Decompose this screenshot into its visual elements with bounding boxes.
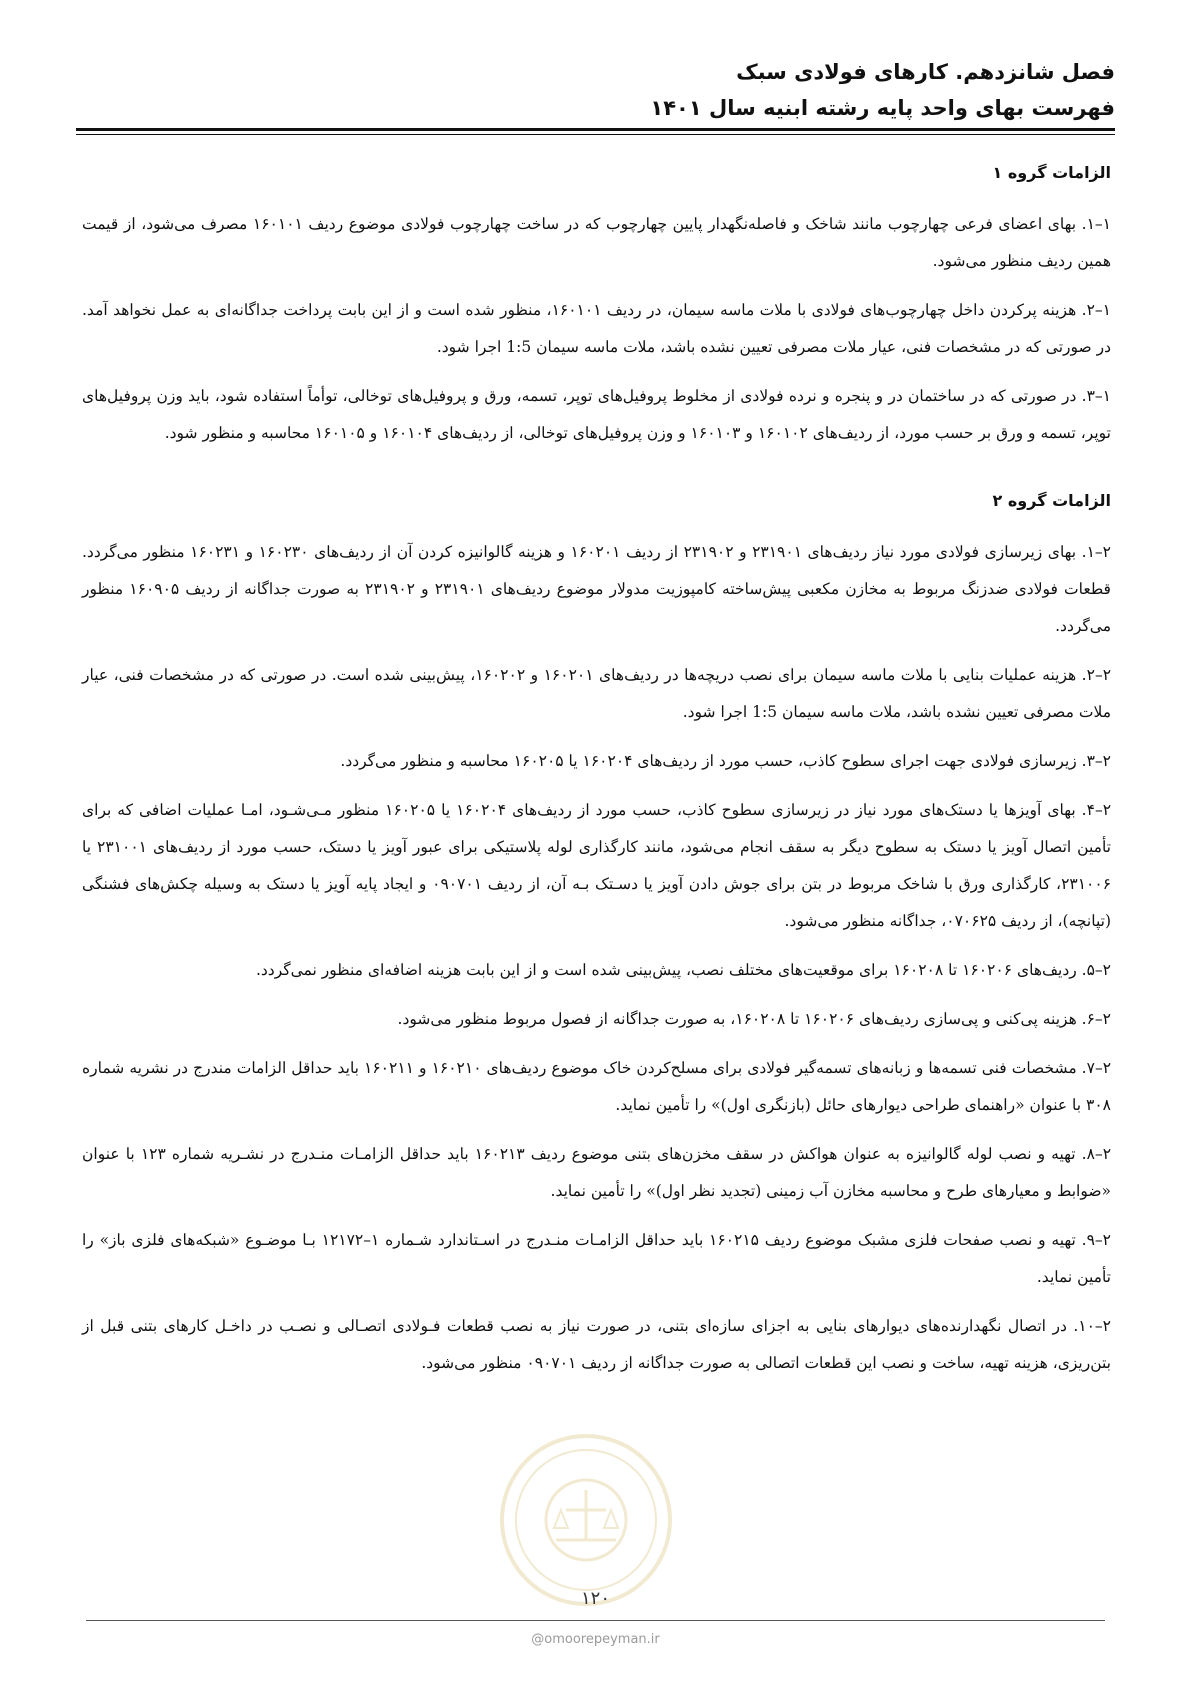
price-list-title: فهرست بهای واحد پایه رشته ابنیه سال ۱۴۰۱: [650, 96, 1115, 120]
group2-paragraph: ۲–۱. بهای زیرسازی فولادی مورد نیاز ردیف‌های ۲۳۱۹۰۱ و ۲۳۱۹۰۲ از ردیف ۱۶۰۲۰۱ و هزینه گالوانیزه کردن آن از ردیف‌های ۱۶۰۲۳۰ و ۱۶۰۲۳۱ منظور می‌گردد. قطعات فولادی ضدزنگ مربوط به مخازن مکعبی پیش‌ساخته کامپوزیت مدولار موضوع ردیف‌های ۲۳۱۹۰۱ و ۲۳۱۹۰۲ به صورت جداگانه از ردیف ۱۶۰۹۰۵ منظور می‌گردد.: [82, 543, 1111, 635]
group1-paragraph: ۱–۳. در صورتی که در ساختمان در و پنجره و نرده فولادی از مخلوط پروفیل‌های توپر، تسمه، ورق و پروفیل‌های توخالی، توأماً استفاده شود، باید وزن پروفیل‌های توپر، تسمه و ورق بر حسب مورد، از ردیف‌های ۱۶۰۱۰۲ و ۱۶۰۱۰۳ و وزن پروفیل‌های توخالی، از ردیف‌های ۱۶۰۱۰۴ و ۱۶۰۱۰۵ محاسبه و منظور شود.: [82, 387, 1111, 442]
group2-paragraph: ۲–۷. مشخصات فنی تسمه‌ها و زبانه‌های تسمه‌گیر فولادی برای مسلح‌کردن خاک موضوع ردیف‌های ۱۶۰۲۱۰ و ۱۶۰۲۱۱ باید حداقل الزامات مندرج در نشریه شماره ۳۰۸ با عنوان «راهنمای طراحی دیوارهای حائل (بازنگری اول)» را تأمین نماید.: [82, 1059, 1112, 1114]
group2-paragraph: ۲–۳. زیرسازی فولادی جهت اجرای سطوح کاذب، حسب مورد از ردیف‌های ۱۶۰۲۰۴ یا ۱۶۰۲۰۵ محاسبه و منظور می‌گردد.: [340, 752, 1111, 770]
watermark-seal-icon: [496, 1430, 676, 1610]
page-header: [76, 54, 1115, 126]
group2-paragraph: ۲–۹. تهیه و نصب صفحات فلزی مشبک موضوع ردیف ۱۶۰۲۱۵ باید حداقل الزامـات منـدرج در اسـتاندارد شـماره ۱–۱۲۱۷۲ بـا موضـوع «شبکه‌های فلزی باز» را تأمین نماید.: [82, 1231, 1111, 1286]
group2-paragraph: ۲–۴. بهای آویزها یا دستک‌های مورد نیاز در زیرسازی سطوح کاذب، حسب مورد از ردیف‌های ۱۶۰۲۰۴ یا ۱۶۰۲۰۵ منظور مـی‌شـود، امـا عملیات اضافی که برای تأمین اتصال آویز یا دستک به سطوح دیگر به سقف انجام می‌شود، مانند کارگذاری لوله پلاستیکی برای عبور آویز یا دستک، حسب مورد از ردیف‌های ۲۳۱۰۰۱ یا ۲۳۱۰۰۶، کارگذاری ورق با شاخک مربوط در بتن برای جوش دادن آویز یا دسـتک بـه آن، از ردیف ۰۹۰۷۰۱ و ایجاد پایه آویز یا دستک به وسیله چکش‌های فشنگی (تپانچه)، از ردیف ۰۷۰۶۲۵، جداگانه منظور می‌شود.: [82, 801, 1112, 930]
group2-paragraph: ۲–۱۰. در اتصال نگهدارنده‌های دیوارهای بنایی به اجزای سازه‌ای بتنی، در صورت نیاز به نصب قطعات فـولادی اتصـالی و نصـب در داخـل کارهای بتنی قبل از بتن‌ریزی، هزینه تهیه، ساخت و نصب این قطعات اتصالی به صورت جداگانه از ردیف ۰۹۰۷۰۱ منظور می‌شود.: [82, 1317, 1111, 1372]
group1-title: الزامات گروه ۱: [992, 163, 1111, 182]
header-divider-thin: [76, 134, 1115, 135]
group1-paragraph: ۱–۲. هزینه پرکردن داخل چهارچوب‌های فولادی با ملات ماسه سیمان، در ردیف ۱۶۰۱۰۱، منظور شده است و از این بابت پرداخت جداگانه‌ای به عمل نخواهد آمد. در صورتی که در مشخصات فنی، عیار ملات مصرفی تعیین نشده باشد، ملات ماسه سیمان 1:5 اجرا شود.: [82, 301, 1111, 356]
group2-paragraph: ۲–۸. تهیه و نصب لوله گالوانیزه به عنوان هواکش در سقف مخزن‌های بتنی موضوع ردیف ۱۶۰۲۱۳ باید حداقل الزامـات منـدرج در نشـریه شماره ۱۲۳ با عنوان «ضوابط و معیارهای طرح و محاسبه مخازن آب زمینی (تجدید نظر اول)» را تأمین نماید.: [82, 1145, 1112, 1200]
group2-paragraph: ۲–۶. هزینه پی‌کنی و پی‌سازی ردیف‌های ۱۶۰۲۰۶ تا ۱۶۰۲۰۸، به صورت جداگانه از فصول مربوط منظور می‌شود.: [397, 1010, 1111, 1028]
header-divider-thick: [76, 128, 1115, 131]
group2-paragraph: ۲–۵. ردیف‌های ۱۶۰۲۰۶ تا ۱۶۰۲۰۸ برای موقعیت‌های مختلف نصب، پیش‌بینی شده است و از این بابت هزینه اضافه‌ای منظور نمی‌گردد.: [255, 961, 1111, 979]
footer-divider: [86, 1620, 1105, 1621]
page-content: [82, 158, 1111, 1394]
group2-title: الزامات گروه ۲: [992, 491, 1111, 510]
watermark-handle: @omoorepeyman.ir: [531, 1632, 660, 1647]
group2-paragraph: ۲–۲. هزینه عملیات بنایی با ملات ماسه سیمان برای نصب دریچه‌ها در ردیف‌های ۱۶۰۲۰۱ و ۱۶۰۲۰۲، پیش‌بینی شده است. در صورتی که در مشخصات فنی، عیار ملات مصرفی تعیین نشده باشد، ملات ماسه سیمان 1:5 اجرا شود.: [82, 666, 1112, 721]
group1-paragraph: ۱–۱. بهای اعضای فرعی چهارچوب مانند شاخک و فاصله‌نگهدار پایین چهارچوب که در ساخت چهارچوب فولادی موضوع ردیف ۱۶۰۱۰۱ مصرف می‌شود، از قیمت همین ردیف منظور می‌شود.: [82, 215, 1111, 270]
chapter-title: فصل شانزدهم. کارهای فولادی سبک: [736, 60, 1115, 84]
page-number: ۱۲۰: [580, 1588, 610, 1609]
